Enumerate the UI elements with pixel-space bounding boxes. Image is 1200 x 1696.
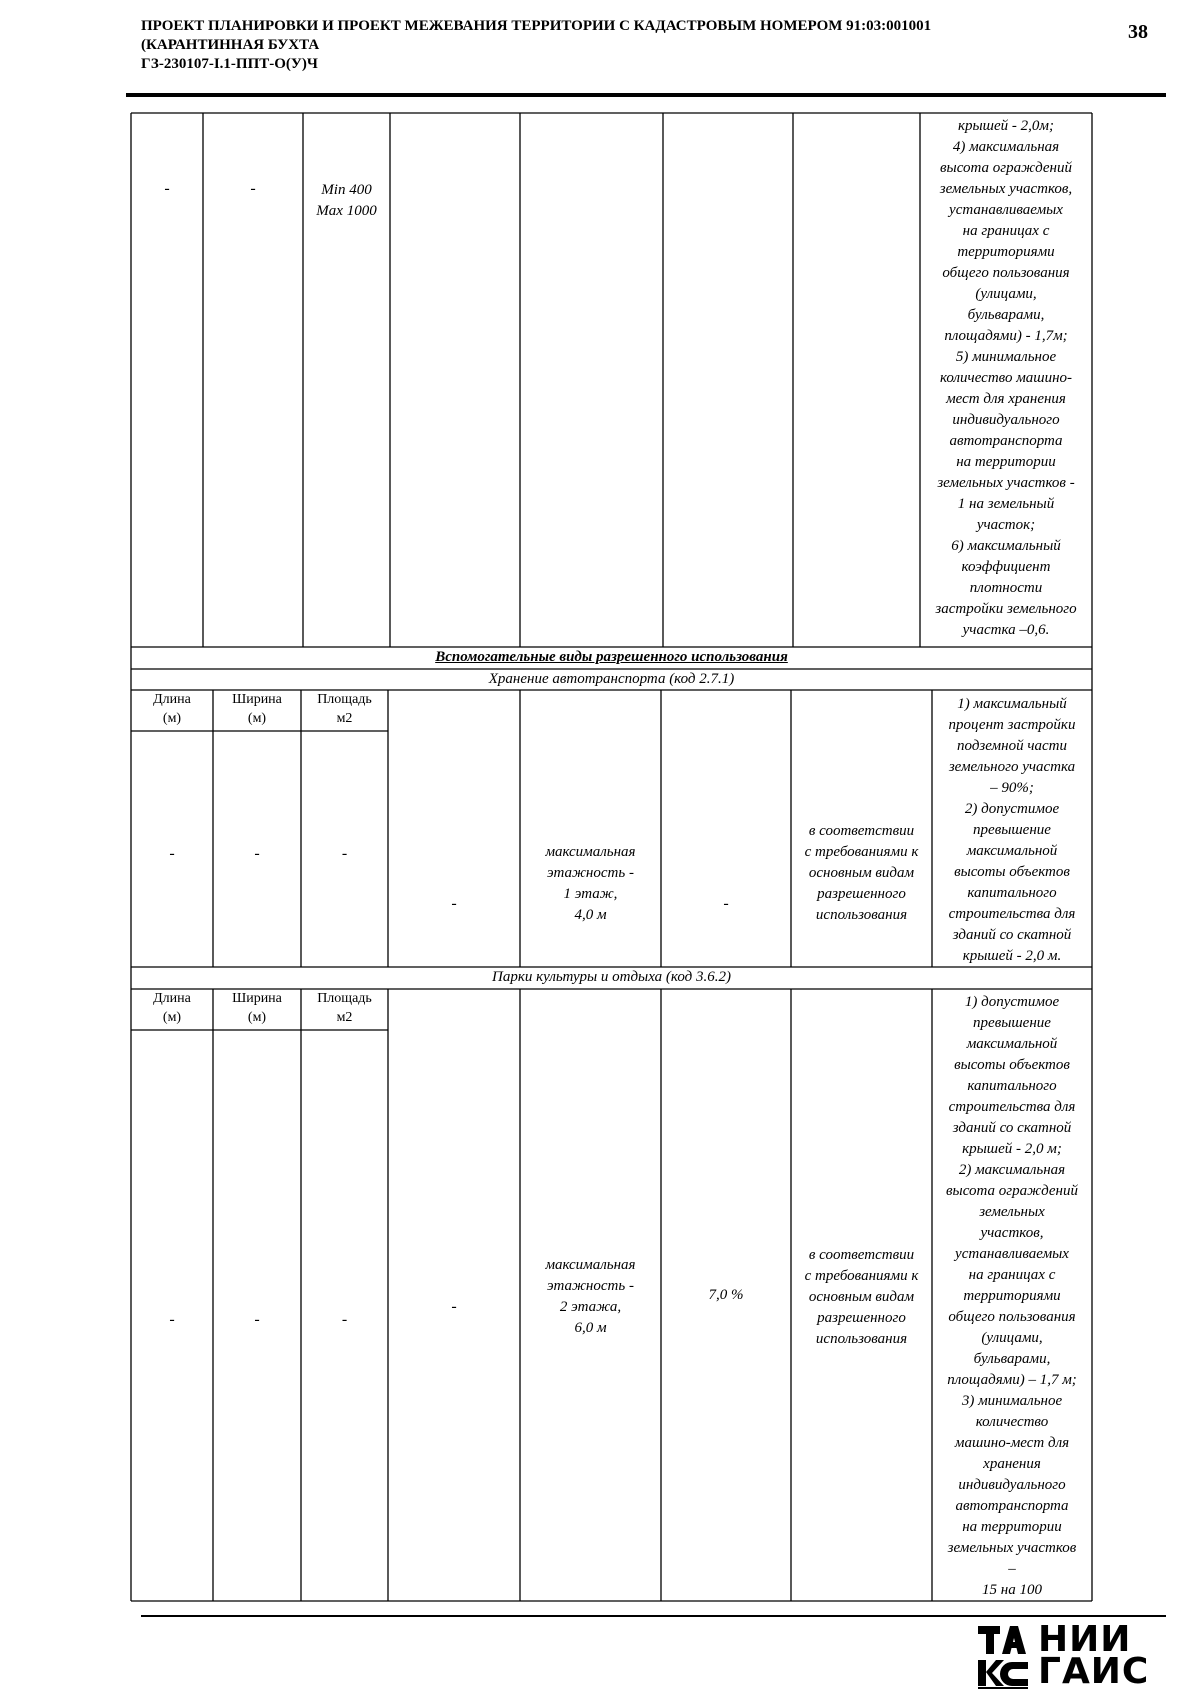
header-code: ГЗ-230107-I.1-ППТ-О(У)Ч [141,56,318,72]
logo-word-nii: НИИ [1038,1619,1132,1660]
block2-compliance-cell: в соответствии с требованиями к основным видам разрешенного использования [804,1247,919,1347]
block2-percent-cell: 7,0 % [708,1287,744,1303]
cont-width-cell: - [250,180,256,197]
block2-length-cell: - [169,1311,175,1328]
block2-floors-cell: максимальная этажность - 2 этажа, 6,0 м [545,1257,636,1336]
block1-width-cell: - [254,845,260,862]
header-title-line1: ПРОЕКТ ПЛАНИРОВКИ И ПРОЕКТ МЕЖЕВАНИЯ ТЕРРИТОРИИ С КАДАСТРОВЫМ НОМЕРОМ 91:03:001001 [141,18,932,34]
footer-rule [141,1615,1166,1617]
cont-length-cell: - [164,180,170,197]
block2-col4-cell: - [451,1298,457,1315]
page-number: 38 [1128,21,1148,43]
cont-area-cell: Min 400 Max 1000 [316,182,377,219]
block1-compliance-cell: в соответствии с требованиями к основным видам разрешенного использования [804,823,919,923]
block2-params-cell: 1) допустимое превышение максимальной высоты объектов капитального строительства для зданий со скатной крышей - 2,0 м; 2) максимальная высота ограждений земельных участков, устанавливаемых на границах с территориями общего пользования (улицами, бульварами, площадями) – 1,7 м; 3) минимальное количество машино-мест для хранения индивидуального автотранспорта на территории земельных участков – 15 на 100 [946,994,1078,1598]
block1-percent-cell: - [723,895,729,912]
logo-word-gais: ГАИС [1038,1651,1150,1692]
logo-mark-icon [976,1624,1034,1690]
cont-params-cell: крышей - 2,0м; 4) максимальная высота ограждений земельных участков, устанавливаемых на границах с территориями общего пользования (улицами, бульварами, площадями) - 1,7м; 5) минимальное количество машино- мест для хранения индивидуального автотранспорта на территории земельных участков - 1 на земельный участок; 6) максимальный коэффициент плотности застройки земельного участка –0,6. [935,118,1077,638]
block1-length-cell: - [169,845,175,862]
block1-header-width: Ширина (м) [232,692,282,726]
block1-floors-cell: максимальная этажность - 1 этаж, 4,0 м [545,844,636,923]
block2-header-length: Длина (м) [153,991,191,1025]
block2-width-cell: - [254,1311,260,1328]
section-title: Вспомогательные виды разрешенного использования [435,649,788,665]
block1-params-cell: 1) максимальный процент застройки подземной части земельного участка – 90%; 2) допустимое превышение максимальной высоты объектов капитального строительства для зданий со скатной крышей - 2,0 м. [948,696,1076,964]
block2-title: Парки культуры и отдыха (код 3.6.2) [492,969,731,985]
block1-header-length: Длина (м) [153,692,191,726]
block1-col4-cell: - [451,895,457,912]
block1-header-area: Площадь м2 [317,692,372,726]
block2-header-width: Ширина (м) [232,991,282,1025]
block2-header-area: Площадь м2 [317,991,372,1025]
block1-title: Хранение автотранспорта (код 2.7.1) [488,671,735,687]
header-title-line2: (КАРАНТИННАЯ БУХТА [141,37,320,53]
block2-area-cell: - [341,1311,348,1328]
niigais-logo [976,1619,1176,1692]
block1-area-cell: - [341,845,348,862]
